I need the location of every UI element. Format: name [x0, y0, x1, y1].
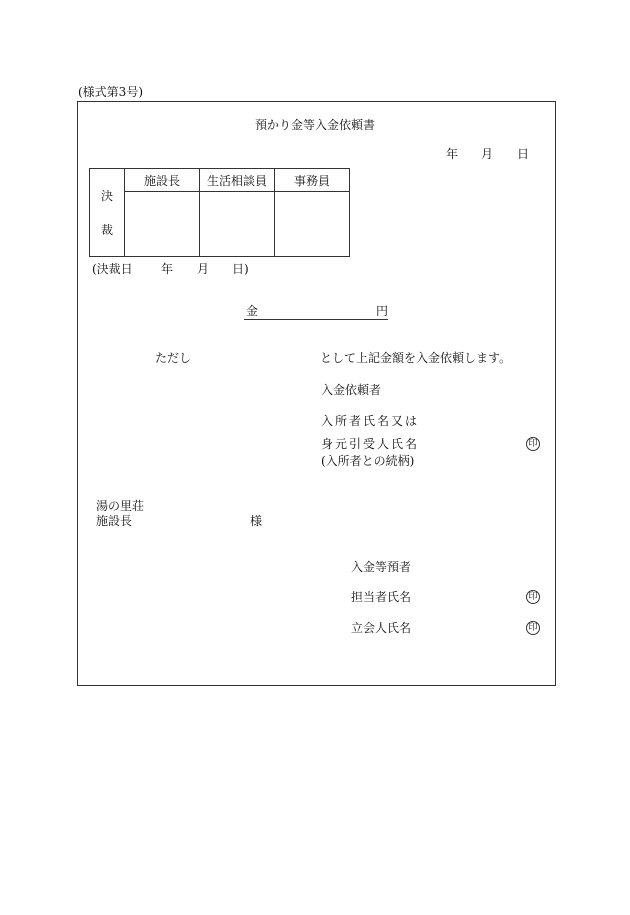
approval-side-char-2: 裁 — [100, 222, 113, 237]
form-number: (様式第3号) — [78, 85, 143, 99]
purpose-label: ただし — [155, 351, 192, 365]
approval-table — [89, 168, 350, 257]
approval-stamp-cell-director[interactable] — [125, 192, 200, 257]
decision-date-day: 日) — [232, 262, 249, 276]
approval-col-director: 施設長 — [125, 169, 200, 192]
decision-date-label: (決裁日 — [92, 262, 133, 276]
seal-mark-staff: 印 — [526, 590, 540, 604]
resident-name-label: 入所者氏名又は — [321, 414, 420, 428]
approval-col-counselor: 生活相談員 — [200, 169, 275, 192]
approval-stamp-cell-counselor[interactable] — [200, 192, 275, 257]
seal-mark-witness: 印 — [526, 621, 540, 635]
amount-yen-label: 円 — [376, 304, 389, 318]
staff-name-label: 担当者氏名 — [351, 590, 412, 604]
depositor-label: 入金等預者 — [351, 560, 412, 574]
facility-name: 湯の里荘 — [96, 499, 145, 513]
approval-side-char-1: 決 — [100, 188, 113, 203]
requester-label: 入金依頼者 — [321, 383, 382, 397]
date-day-label: 日 — [517, 147, 530, 161]
approval-stamp-cell-clerk[interactable] — [275, 192, 350, 257]
addressee-title: 施設長 — [96, 514, 133, 528]
decision-date-month: 月 — [197, 262, 210, 276]
date-month-label: 月 — [481, 147, 494, 161]
addressee-honorific: 様 — [250, 514, 263, 528]
guarantor-name-label: 身元引受人氏名 — [321, 437, 420, 451]
approval-side-label — [90, 169, 125, 257]
date-year-label: 年 — [446, 147, 459, 161]
decision-date-year: 年 — [161, 262, 174, 276]
amount-kin-label: 金 — [246, 304, 259, 318]
amount-field-underline[interactable] — [244, 319, 388, 320]
request-statement: として上記金額を入金依頼します。 — [320, 351, 512, 365]
form-title: 預かり金等入金依頼書 — [254, 118, 375, 132]
seal-mark-requester: 印 — [526, 437, 540, 451]
witness-name-label: 立会人氏名 — [351, 621, 412, 635]
approval-col-clerk: 事務員 — [275, 169, 350, 192]
relationship-label: (入所者との続柄) — [321, 454, 415, 468]
